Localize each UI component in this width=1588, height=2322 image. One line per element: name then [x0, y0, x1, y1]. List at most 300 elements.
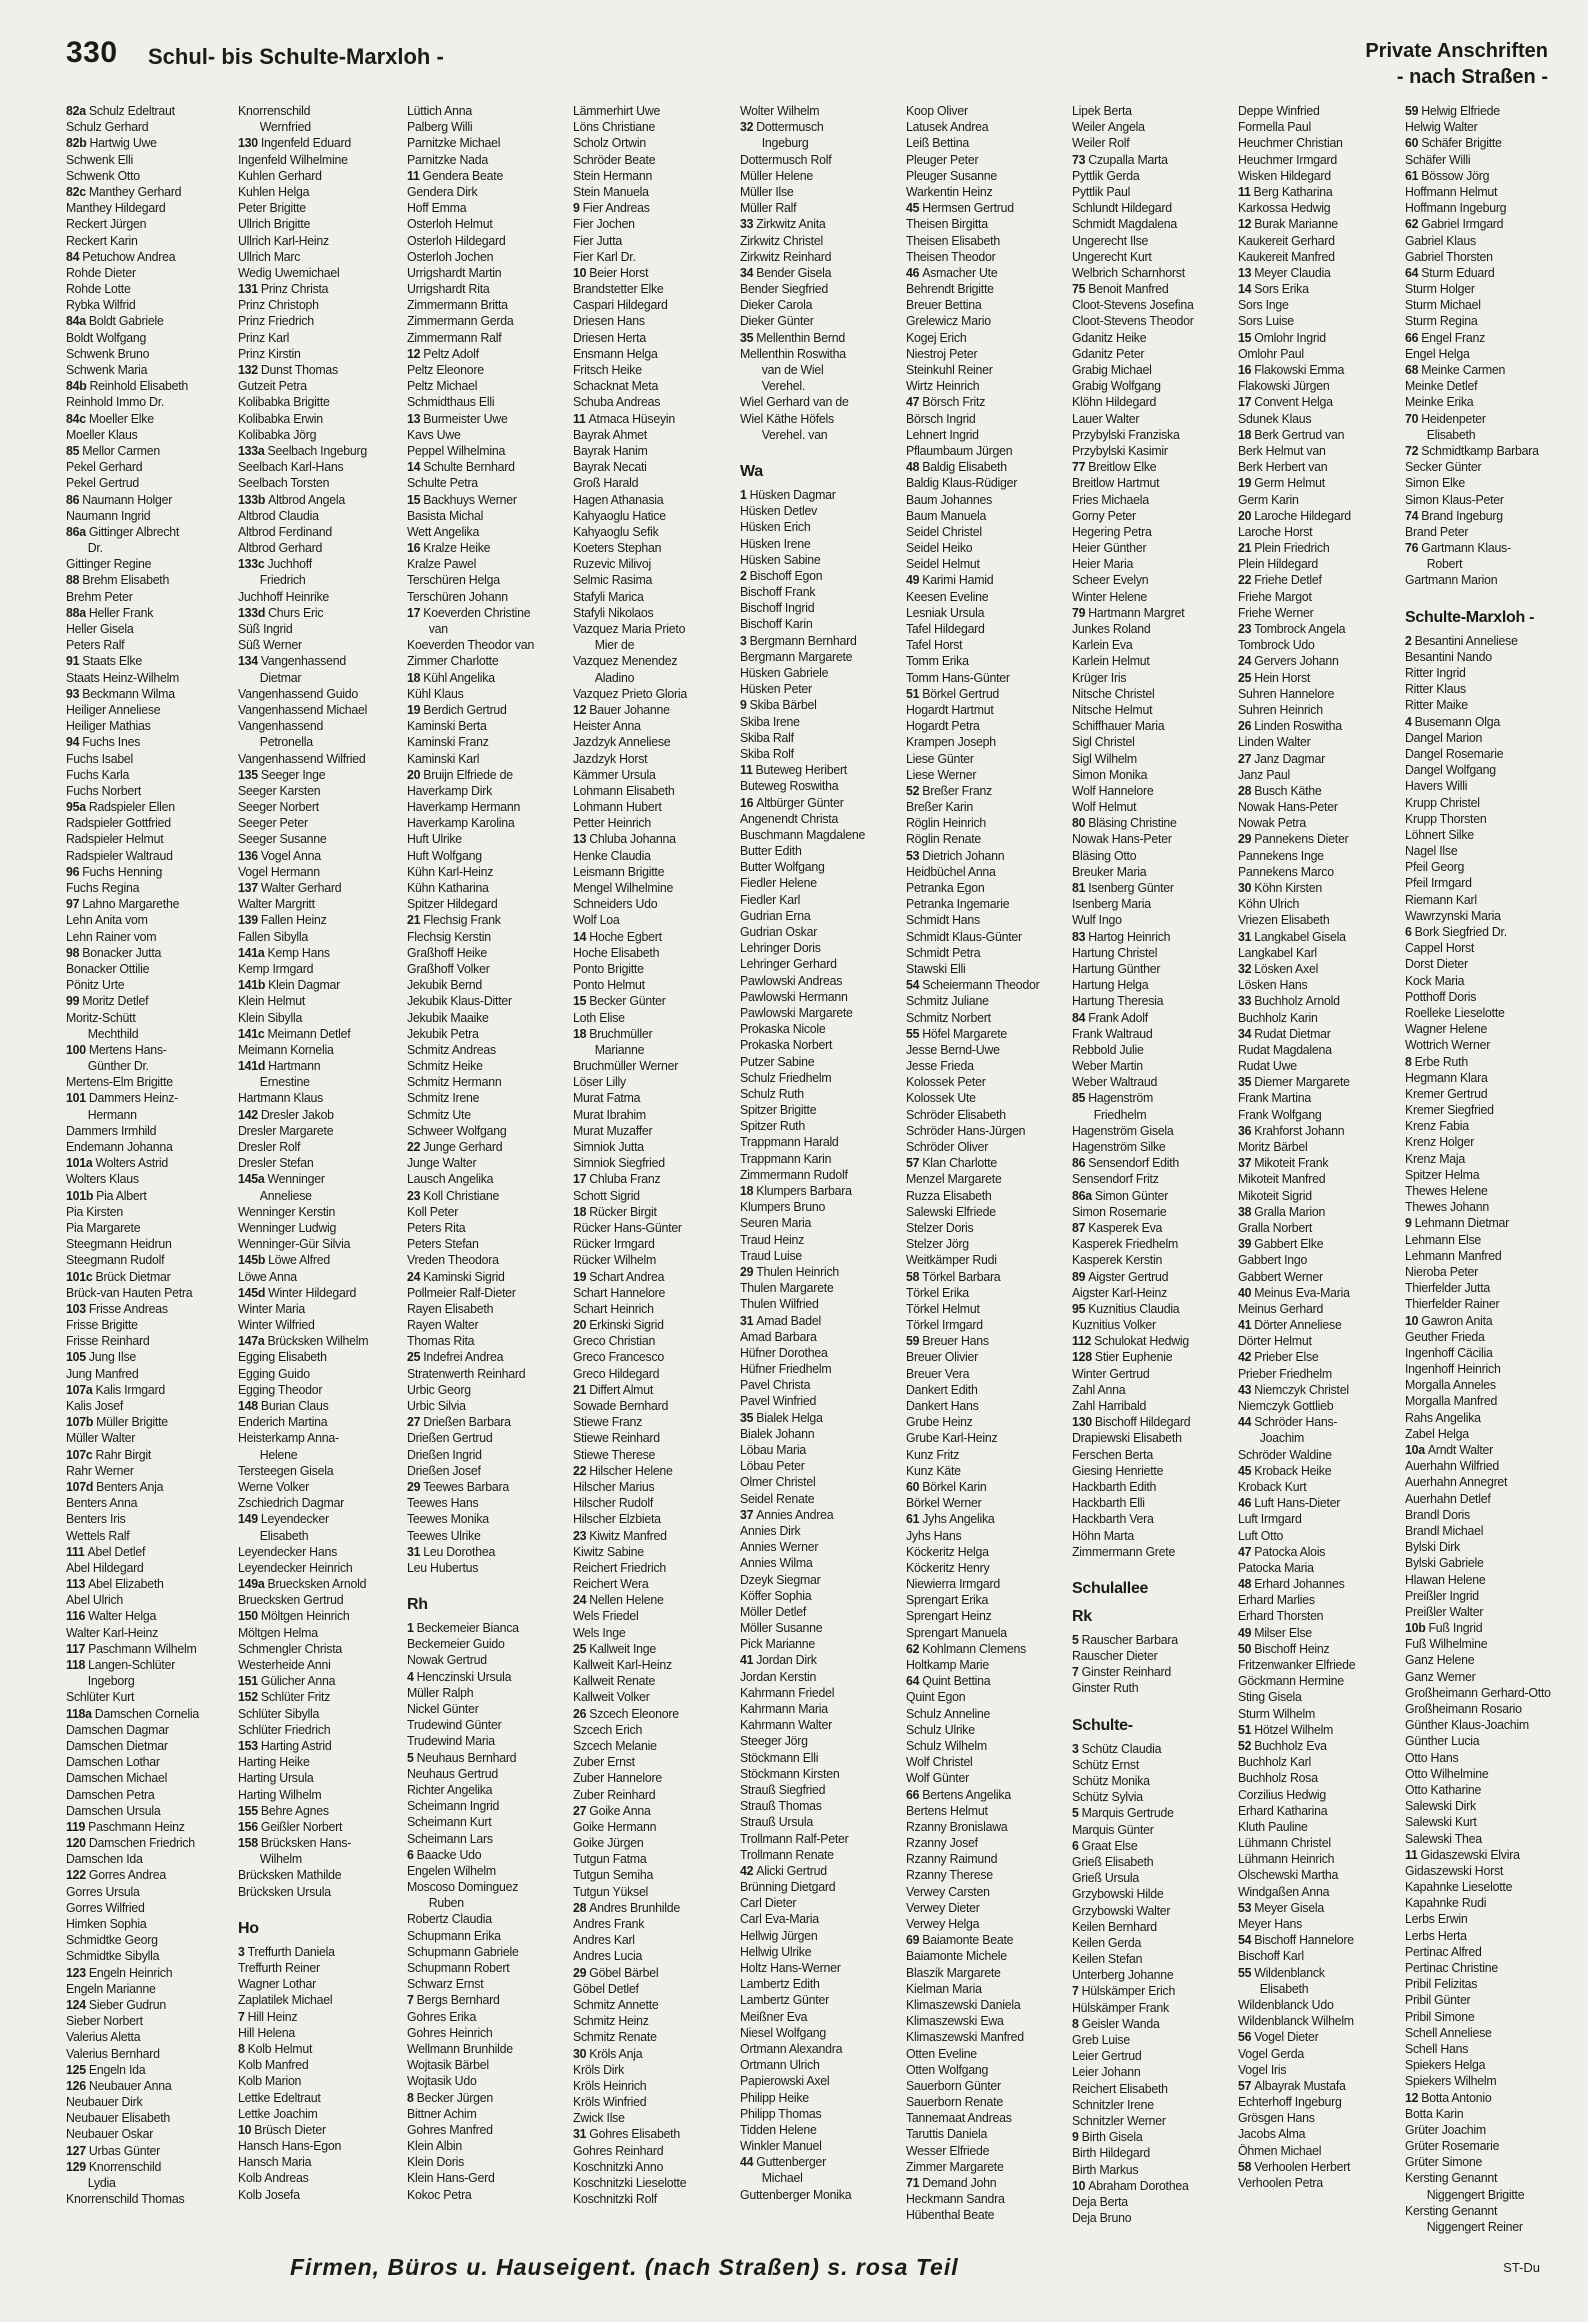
- resident-name: Sting Gisela: [1238, 1690, 1302, 1705]
- entry-row: [1405, 119, 1573, 135]
- resident-name: Stöckmann Elli: [740, 1750, 819, 1765]
- house-number: 10: [1405, 1313, 1419, 1328]
- resident-name: Andres Karl: [573, 1933, 635, 1948]
- house-number: 85: [1072, 1091, 1086, 1106]
- resident-name: Nellen Helene: [589, 1593, 664, 1608]
- entry-row: [66, 1722, 234, 1738]
- entry-row: [573, 831, 741, 847]
- resident-name: Ferschen Berta: [1072, 1447, 1153, 1462]
- entry-row: [740, 1879, 908, 1895]
- resident-name: Sturm Wilhelm: [1238, 1706, 1316, 1721]
- entry-row: [1405, 875, 1573, 891]
- entry-row: [1405, 665, 1573, 681]
- entry-row: [573, 864, 741, 880]
- entry-row: [573, 1220, 741, 1236]
- entry-row: [1072, 1463, 1240, 1479]
- resident-name: Besantini Nando: [1405, 649, 1492, 664]
- entry-row: [1405, 1782, 1573, 1798]
- entry-row: [1238, 265, 1406, 281]
- entry-row: [1072, 961, 1240, 977]
- resident-name: Kapahnke Rudi: [1405, 1896, 1487, 1911]
- resident-name: Bialek Helga: [756, 1410, 823, 1425]
- resident-name: Geuther Frieda: [1405, 1329, 1485, 1344]
- house-number: 5: [1072, 1632, 1079, 1647]
- resident-name: Benters Anna: [66, 1496, 138, 1511]
- resident-name: Demand John: [922, 2176, 997, 2190]
- entry-row: [1238, 1479, 1406, 1495]
- entry-row: [573, 492, 741, 508]
- resident-name: Andres Brunhilde: [589, 1900, 681, 1915]
- resident-name: Damschen Dietmar: [66, 1738, 168, 1753]
- resident-name: Grieß Elisabeth: [1072, 1854, 1154, 1869]
- entry-row: [1405, 1992, 1573, 2008]
- resident-name: Hartmann Margret: [1088, 605, 1185, 620]
- entry-row: [238, 2041, 406, 2057]
- entry-row: [1238, 119, 1406, 135]
- resident-name: Luft Hans-Dieter: [1254, 1496, 1341, 1511]
- entry-row: [66, 459, 234, 475]
- entry-row: [906, 1608, 1074, 1624]
- entry-row: [573, 2110, 741, 2126]
- entry-row: [1238, 799, 1406, 815]
- entry-row: [238, 1236, 406, 1252]
- resident-name: Friehe Margot: [1238, 589, 1312, 604]
- resident-name: Wels Inge: [573, 1625, 626, 1640]
- resident-name: Formella Paul: [1238, 120, 1311, 135]
- resident-name: Keilen Stefan: [1072, 1952, 1143, 1967]
- entry-row: [407, 1928, 575, 1944]
- resident-name: Kallweit Karl-Heinz: [573, 1658, 672, 1672]
- resident-name: Thierfelder Jutta: [1405, 1281, 1491, 1296]
- entry-row: [573, 1511, 741, 1527]
- spacer: [238, 1900, 408, 1912]
- resident-name: Nitsche Helmut: [1072, 702, 1153, 717]
- resident-name: Lüttich Anna: [407, 104, 473, 118]
- entry-row: [906, 1706, 1074, 1722]
- entry-row: [906, 686, 1074, 702]
- resident-name: Heller Frank: [88, 605, 154, 620]
- resident-name: Hellwig Ulrike: [740, 1944, 812, 1959]
- entry-row: [573, 751, 741, 767]
- house-number: 9: [1405, 1216, 1412, 1231]
- entry-row: [1405, 1248, 1573, 1264]
- resident-name: Stiewe Reinhard: [573, 1431, 660, 1446]
- resident-name: Hegmann Klara: [1405, 1070, 1488, 1085]
- entry-row: [1072, 2145, 1240, 2161]
- resident-name: Kremer Gertrud: [1405, 1086, 1488, 1101]
- entry-row: [740, 1992, 908, 2008]
- entry-continuation: [573, 1042, 741, 1058]
- entry-row: [1072, 605, 1240, 621]
- entry-row: [573, 1447, 741, 1463]
- entry-row: [1072, 1495, 1240, 1511]
- resident-name: Jordan Kerstin: [740, 1669, 817, 1684]
- house-number: 19: [573, 1269, 587, 1284]
- entry-row: [906, 1641, 1074, 1657]
- resident-name: Petronella: [259, 735, 313, 750]
- entry-row: [573, 767, 741, 783]
- entry-row: [238, 233, 406, 249]
- resident-name: Kühl Klaus: [407, 686, 464, 701]
- entry-row: [573, 912, 741, 928]
- resident-name: Indefrei Andrea: [423, 1350, 504, 1365]
- resident-name: Hilscher Helene: [589, 1463, 673, 1478]
- entry-row: [1072, 1155, 1240, 1171]
- resident-name: Nickel Günter: [407, 1702, 479, 1716]
- house-number: 57: [1238, 2078, 1252, 2093]
- resident-name: Meißner Eva: [740, 2009, 808, 2024]
- resident-name: Baum Johannes: [906, 492, 993, 507]
- resident-name: Holtkamp Marie: [906, 1658, 990, 1672]
- resident-name: Differt Almut: [589, 1382, 654, 1397]
- resident-name: Brücksken Ursula: [238, 1884, 331, 1899]
- entry-row: [1405, 2090, 1573, 2106]
- resident-name: Petranka Egon: [906, 881, 985, 895]
- entry-row: [238, 1220, 406, 1236]
- entry-row: [573, 1965, 741, 1981]
- resident-name: Junge Gerhard: [423, 1140, 503, 1154]
- resident-name: Thierfelder Rainer: [1405, 1297, 1500, 1312]
- resident-name: Gutzeit Petra: [238, 379, 307, 394]
- entry-row: [1238, 233, 1406, 249]
- house-number: 119: [66, 1819, 86, 1834]
- entry-row: [238, 945, 406, 961]
- house-number: 155: [238, 1803, 258, 1818]
- resident-name: Jazdzyk Horst: [573, 751, 648, 766]
- entry-row: [1072, 1544, 1240, 1560]
- resident-name: Verwey Helga: [906, 1917, 980, 1931]
- resident-name: Karlein Helmut: [1072, 654, 1150, 669]
- entry-row: [238, 1333, 406, 1349]
- resident-name: Heller Gisela: [66, 622, 134, 636]
- entry-row: [1405, 1911, 1573, 1927]
- resident-name: Kralze Pawel: [407, 557, 477, 572]
- resident-name: Welbrich Scharnhorst: [1072, 265, 1185, 280]
- entry-row: [573, 443, 741, 459]
- resident-name: Sors Erika: [1254, 282, 1309, 297]
- entry-row: [238, 1657, 406, 1673]
- resident-name: Breuer Olivier: [906, 1350, 979, 1365]
- resident-name: Schott Sigrid: [573, 1188, 640, 1203]
- resident-name: Taruttis Daniela: [906, 2127, 988, 2142]
- resident-name: Klein Dagmar: [268, 978, 340, 993]
- entry-row: [573, 1333, 741, 1349]
- resident-name: Schulz Gerhard: [66, 120, 149, 135]
- resident-name: Buschmann Magdalene: [740, 827, 866, 842]
- entry-row: [1405, 2154, 1573, 2170]
- resident-name: Heiliger Anneliese: [66, 702, 161, 717]
- entry-row: [66, 1592, 234, 1608]
- entry-row: [906, 2175, 1074, 2191]
- resident-name: Sowade Bernhard: [573, 1399, 669, 1413]
- resident-name: Wedig Uwemichael: [238, 265, 340, 280]
- entry-row: [1405, 924, 1573, 940]
- house-number: 84b: [66, 379, 87, 394]
- entry-row: [1072, 767, 1240, 783]
- resident-name: Warkentin Heinz: [906, 184, 993, 199]
- entry-row: [573, 1657, 741, 1673]
- resident-name: Strauß Ursula: [740, 1815, 813, 1830]
- house-number: 62: [1405, 217, 1419, 232]
- entry-row: [573, 1010, 741, 1026]
- entry-row: [573, 1155, 741, 1171]
- entry-row: [238, 1625, 406, 1641]
- entry-row: [1238, 1349, 1406, 1365]
- house-number: 54: [1238, 1933, 1252, 1948]
- house-number: 137: [238, 881, 258, 895]
- resident-name: Neubauer Dirk: [66, 2095, 143, 2110]
- house-number: 84: [1072, 1010, 1086, 1025]
- entry-row: [407, 1074, 575, 1090]
- entry-row: [238, 929, 406, 945]
- resident-name: Theisen Elisabeth: [906, 233, 1000, 248]
- entry-row: [66, 864, 234, 880]
- entry-row: [740, 1572, 908, 1588]
- resident-name: Kolb Andreas: [238, 2171, 309, 2186]
- resident-name: Sturm Holger: [1405, 282, 1475, 297]
- entry-row: [238, 702, 406, 718]
- resident-name: Lerbs Herta: [1405, 1928, 1467, 1943]
- entry-row: [238, 2090, 406, 2106]
- entry-row: [906, 1673, 1074, 1689]
- resident-name: Becker Günter: [589, 994, 666, 1009]
- entry-row: [238, 1139, 406, 1155]
- entry-row: [1072, 1773, 1240, 1789]
- entry-row: [573, 2094, 741, 2110]
- spacer: [407, 1576, 577, 1588]
- resident-name: Deppe Winfried: [1238, 104, 1320, 118]
- resident-name: Breßer Karin: [906, 800, 974, 815]
- entry-row: [573, 168, 741, 184]
- entry-row: [1238, 1689, 1406, 1705]
- resident-name: Chluba Johanna: [589, 832, 676, 847]
- resident-name: Berg Katharina: [1253, 184, 1333, 199]
- entry-row: [1405, 1733, 1573, 1749]
- resident-name: Leyendecker Heinrich: [238, 1560, 353, 1575]
- house-number: 10a: [1405, 1443, 1425, 1457]
- entry-row: [66, 1641, 234, 1657]
- entry-row: [573, 848, 741, 864]
- entry-row: [740, 2154, 908, 2170]
- entry-row: [407, 993, 575, 1009]
- resident-name: Ullrich Marc: [238, 249, 301, 264]
- entry-row: [1238, 653, 1406, 669]
- house-number: 51: [906, 686, 920, 701]
- entry-continuation: [238, 1188, 406, 1204]
- resident-name: Mertens-Elm Brigitte: [66, 1075, 173, 1090]
- resident-name: Zimmer Charlotte: [407, 654, 499, 669]
- resident-name: Schmitz Norbert: [906, 1010, 991, 1025]
- house-number: 149: [238, 1512, 258, 1527]
- entry-row: [1238, 896, 1406, 912]
- resident-name: Teewes Monika: [407, 1512, 489, 1527]
- entry-row: [1405, 1086, 1573, 1102]
- resident-name: Ortmann Alexandra: [740, 2041, 843, 2056]
- entry-row: [1072, 265, 1240, 281]
- entry-row: [1405, 956, 1573, 972]
- resident-name: Baiamonte Beate: [922, 1933, 1014, 1948]
- resident-name: Wilhelm: [259, 1852, 302, 1867]
- house-number: 8: [1405, 1054, 1412, 1069]
- entry-row: [1072, 508, 1240, 524]
- resident-name: Rahr Werner: [66, 1463, 134, 1478]
- resident-name: Günther Dr.: [87, 1059, 149, 1074]
- resident-name: Heuchmer Irmgard: [1238, 152, 1338, 167]
- entry-row: [1238, 1835, 1406, 1851]
- entry-row: [238, 1123, 406, 1139]
- entry-row: [238, 378, 406, 394]
- entry-row: [238, 1463, 406, 1479]
- house-number: 53: [906, 848, 920, 863]
- entry-row: [906, 1010, 1074, 1026]
- entry-row: [906, 168, 1074, 184]
- resident-name: Pannekens Marco: [1238, 864, 1334, 879]
- entry-row: [1405, 1458, 1573, 1474]
- resident-name: Birth Markus: [1072, 2162, 1139, 2177]
- house-number: 20: [1238, 508, 1252, 523]
- house-number: 127: [66, 2143, 86, 2158]
- entry-row: [407, 1349, 575, 1365]
- entry-row: [1072, 475, 1240, 491]
- resident-name: Olmer Christel: [740, 1475, 816, 1490]
- section-heading-line1: Private Anschriften: [1365, 40, 1548, 62]
- resident-name: Müller Ralf: [740, 201, 797, 216]
- resident-name: van de Wiel: [761, 363, 824, 377]
- entry-row: [740, 411, 908, 427]
- entry-row: [1405, 394, 1573, 410]
- entry-row: [407, 297, 575, 313]
- entry-row: [1405, 443, 1573, 459]
- entry-row: [66, 1706, 234, 1722]
- entry-row: [1405, 1313, 1573, 1329]
- resident-name: Rudat Magdalena: [1238, 1042, 1332, 1057]
- entry-row: [66, 929, 234, 945]
- resident-name: Milser Else: [1254, 1625, 1312, 1640]
- entry-row: [573, 929, 741, 945]
- resident-name: Vreden Theodora: [407, 1253, 499, 1268]
- entry-row: [238, 1706, 406, 1722]
- resident-name: van: [428, 622, 448, 636]
- entry-row: [407, 977, 575, 993]
- entry-row: [407, 411, 575, 427]
- resident-name: Wolf Loa: [573, 913, 620, 928]
- house-number: 130: [238, 136, 258, 151]
- entry-row: [238, 2106, 406, 2122]
- resident-name: Dieker Carola: [740, 298, 813, 313]
- resident-name: Aigster Karl-Heinz: [1072, 1285, 1168, 1300]
- resident-name: Meyer Gisela: [1254, 1900, 1325, 1915]
- resident-name: Pribil Simone: [1405, 2009, 1475, 2024]
- entry-row: [407, 572, 575, 588]
- entry-row: [407, 2106, 575, 2122]
- entry-row: [407, 1766, 575, 1782]
- resident-name: Nowak Gertrud: [407, 1653, 487, 1668]
- entry-row: [238, 540, 406, 556]
- entry-row: [573, 977, 741, 993]
- entry-row: [1238, 492, 1406, 508]
- entry-row: [740, 762, 908, 778]
- resident-name: Krenz Fabia: [1405, 1119, 1469, 1134]
- entry-row: [1072, 864, 1240, 880]
- entry-row: [407, 815, 575, 831]
- entry-row: [1238, 556, 1406, 572]
- resident-name: Simon Rosemarie: [1072, 1204, 1167, 1219]
- house-number: 44: [740, 2155, 754, 2170]
- house-number: 133b: [238, 492, 266, 507]
- resident-name: Kaminski Franz: [407, 735, 489, 750]
- resident-name: Parnitzke Michael: [407, 136, 501, 151]
- resident-name: Damschen Cornelia: [94, 1706, 200, 1721]
- resident-name: Schart Hannelore: [573, 1285, 666, 1300]
- entry-row: [740, 1313, 908, 1329]
- entry-row: [573, 702, 741, 718]
- entry-row: [1238, 540, 1406, 556]
- resident-name: Przybylski Franziska: [1072, 427, 1180, 442]
- resident-name: Kuznitius Volker: [1072, 1318, 1156, 1333]
- entry-row: [66, 1754, 234, 1770]
- resident-name: Petter Heinrich: [573, 816, 651, 831]
- resident-name: Tafel Hildegard: [906, 622, 985, 636]
- entry-row: [407, 1366, 575, 1382]
- resident-name: Hüsken Gabriele: [740, 666, 829, 680]
- resident-name: Sigl Christel: [1072, 735, 1135, 750]
- house-number: 91: [66, 654, 80, 669]
- resident-name: Vangenhassend Wilfried: [238, 751, 366, 766]
- resident-name: Schmidt Magdalena: [1072, 217, 1177, 232]
- house-number: 29: [740, 1264, 754, 1279]
- resident-name: Berdich Gertrud: [423, 702, 507, 717]
- resident-name: Dammers Heinz-: [88, 1091, 179, 1106]
- entry-row: [1072, 1757, 1240, 1773]
- entry-row: [407, 1750, 575, 1766]
- resident-name: Sigl Wilhelm: [1072, 751, 1137, 766]
- resident-name: Zwick Ilse: [573, 2111, 625, 2126]
- resident-name: Prinz Kirstin: [238, 346, 301, 361]
- resident-name: Karlein Eva: [1072, 638, 1133, 653]
- resident-name: Ensmann Helga: [573, 346, 658, 361]
- resident-name: Luft Otto: [1238, 1528, 1284, 1543]
- resident-name: Gülicher Anna: [260, 1674, 336, 1689]
- resident-name: Becker Jürgen: [416, 2090, 494, 2105]
- resident-name: Löwe Anna: [238, 1269, 297, 1284]
- resident-name: Friedrich: [259, 573, 306, 588]
- resident-name: Koll Peter: [407, 1204, 459, 1219]
- house-number: 54: [906, 978, 920, 993]
- entry-row: [740, 1782, 908, 1798]
- entry-row: [1405, 1620, 1573, 1636]
- resident-name: Drießen Ingrid: [407, 1447, 482, 1462]
- entry-row: [906, 1689, 1074, 1705]
- house-number: 20: [573, 1318, 587, 1333]
- resident-name: Peters Stefan: [407, 1237, 479, 1252]
- resident-name: Preißler Ingrid: [1405, 1588, 1479, 1603]
- house-number: 17: [407, 605, 421, 620]
- entry-row: [1405, 540, 1573, 556]
- resident-name: Papierowski Axel: [740, 2074, 830, 2089]
- entry-row: [1405, 649, 1573, 665]
- resident-name: Staats Heinz-Wilhelm: [66, 670, 180, 685]
- resident-name: Prinz Karl: [238, 330, 290, 345]
- entry-row: [238, 2170, 406, 2186]
- resident-name: Kersting Genannt: [1405, 2203, 1498, 2218]
- resident-name: Gendera Dirk: [407, 184, 478, 199]
- entry-row: [740, 2090, 908, 2106]
- resident-name: Rauscher Barbara: [1081, 1632, 1178, 1647]
- entry-row: [407, 2187, 575, 2203]
- resident-name: Kaminski Karl: [407, 751, 480, 766]
- resident-name: Hötzel Wilhelm: [1254, 1722, 1334, 1737]
- entry-row: [906, 767, 1074, 783]
